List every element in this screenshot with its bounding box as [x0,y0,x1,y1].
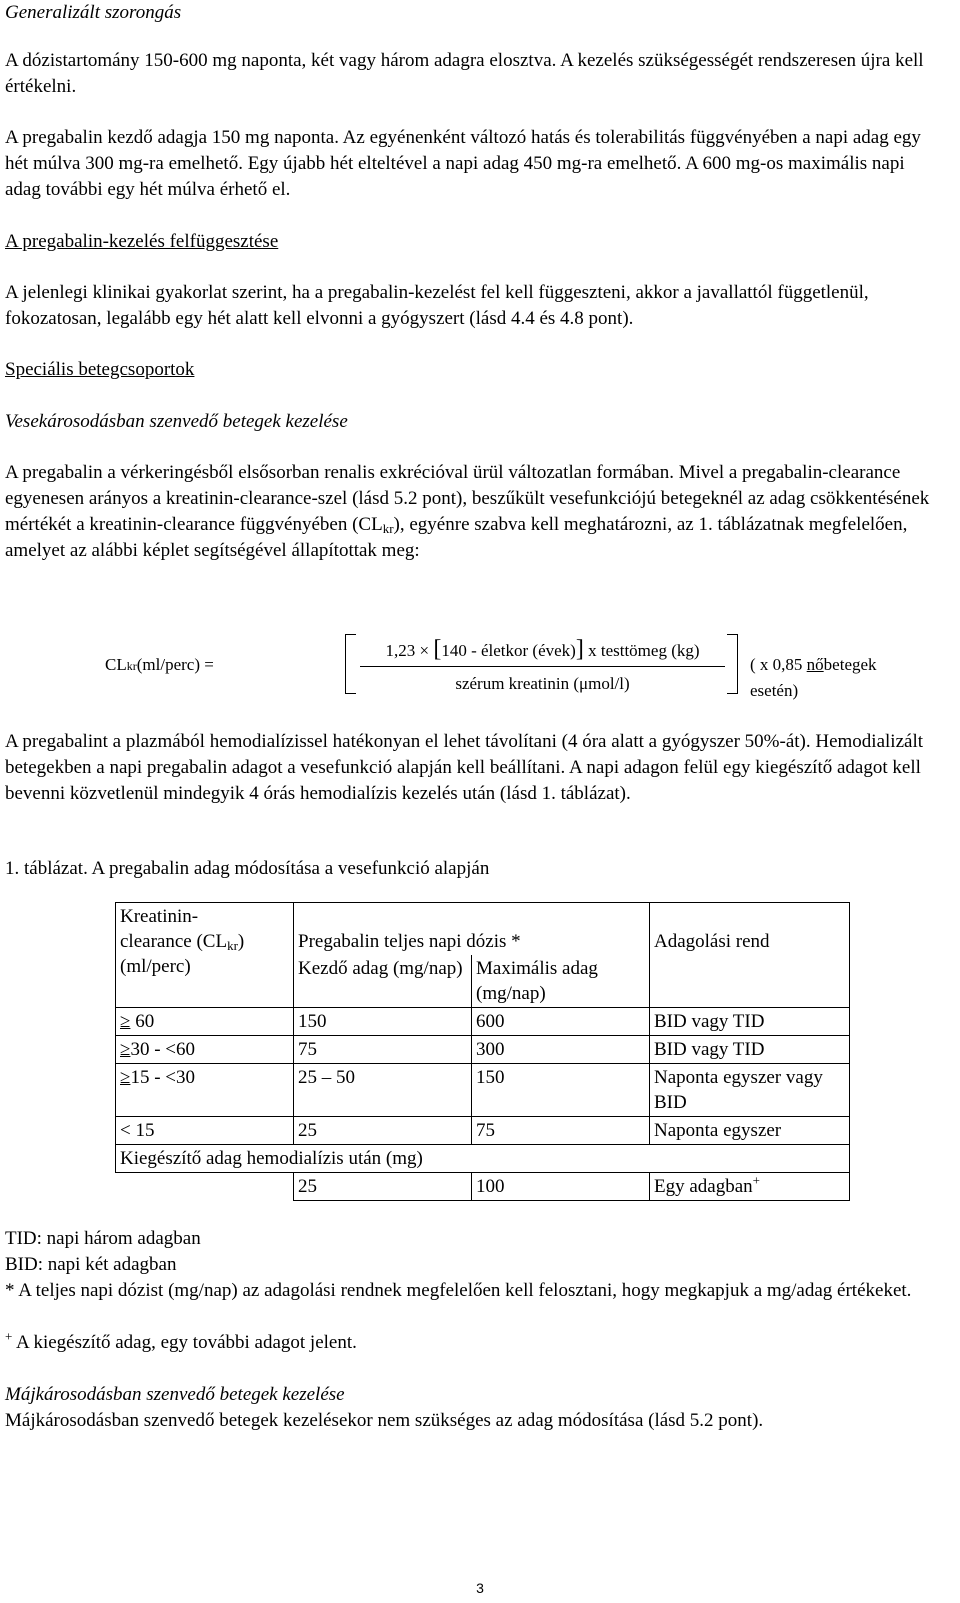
formula-female-factor: ( x 0,85 nőbetegek esetén) [750,655,877,700]
hepatic-paragraph: Májkárosodásban szenvedő betegek kezelésekor nem szükséges az adag módosítása (lásd 5.2 pont). [5,1410,764,1431]
hemodialysis-paragraph: A pregabalint a plazmából hemodialízissel hatékonyan el lehet távolítani (4 óra alatt a gyógyszer 50%-át). Hemodializált betegekben a napi pregabalin adagot a vesefunkció alapján kell beállítani. A napi adagon felül egy kiegészítő adagot kell bevenni közvetlenül mindegyik 4 órás hemodialízis kezelés után (lásd 1. táblázat). [5,731,924,804]
table-row: ≥15 - <30 25 – 50 150 Naponta egyszer vagy BID [116,1064,850,1117]
note-asterisk: * A teljes napi dózist (mg/nap) az adagolási rendnek megfelelően kell felosztani, hogy megkapjuk a mg/adag értékeket. [5,1280,912,1301]
table-row: ≥30 - <60 75 300 BID vagy TID [116,1036,850,1064]
header-start-dose: Kezdő adag (mg/nap) [294,955,472,1008]
header-total-dose: Pregabalin teljes napi dózis * [294,903,650,956]
formula-denominator: szérum kreatinin (μmol/l) [455,674,630,693]
gad-titration-paragraph: A pregabalin kezdő adagja 150 mg naponta. Az egyénenként változó hatás és tolerabilitás függvényében a napi adag egy hét múlva 300 mg-ra emelhető. Egy újabb hét elteltével a napi adag 450 mg-ra emelhető. A 600 mg-os maximális napi adag további egy hét múlva érhető el. [5,127,921,200]
discontinuation-paragraph: A jelenlegi klinikai gyakorlat szerint, ha a pregabalin-kezelést fel kell függeszteni, akkor a javallattól függetlenül, fokozatosan, legalább egy hét alatt kell elvonni a gyógyszert (lásd 4.4 és 4.8 pont). [5,282,869,329]
renal-paragraph: A pregabalin a vérkeringésből elsősorban renalis exkrécióval ürül változatlan formában. Mivel a pregabalin-clearance egyenesen arányos a kreatinin-clearance-szel (lásd 5.2 pont), beszűkült vesefunkciójú betegeknél az adag csökkentésének mértékét a kreatinin-clearance függvényében $(CL_{kr})$, egyénre szabva kell meghatározni, az 1. táblázatnak megfelelően, amelyet az alábbi képlet segítségével állapítottak meg: [5,462,930,561]
dose-adjustment-table [115,902,850,1201]
header-max-dose: Maximális adag (mg/nap) [472,955,650,1008]
formula-right-bracket [727,634,738,694]
discontinuation-heading: A pregabalin-kezelés felfüggesztése [5,231,279,252]
formula-left-bracket [345,634,356,694]
gad-dose-paragraph: A dózistartomány 150-600 mg naponta, két vagy három adagra elosztva. A kezelés szükségességét rendszeresen újra kell értékelni. [5,50,924,97]
table-caption: 1. táblázat. A pregabalin adag módosítása a vesefunkció alapján [5,858,490,879]
table-row: < 15 25 75 Naponta egyszer [116,1117,850,1145]
table-header-row [116,903,850,956]
formula-fraction-bar [360,666,725,667]
note-plus: + A kiegészítő adag, egy további adagot jelent. [5,1328,357,1353]
note-tid: TID: napi három adagban [5,1228,201,1249]
special-populations-heading: Speciális betegcsoportok [5,359,195,380]
formula-numerator: 1,23 × [140 - életkor (évek)] x testtömeg (kg) [385,636,700,662]
supplementary-dose-heading: Kiegészítő adag hemodialízis után (mg) [116,1145,650,1173]
page-number: 3 [476,1580,484,1596]
formula-lhs: CLkr(ml/perc) = [105,655,214,674]
table-row: 25 100 Egy adagban+ [116,1173,850,1201]
hepatic-impairment-heading: Májkárosodásban szenvedő betegek kezelése [5,1384,345,1405]
header-regimen: Adagolási rend [650,903,850,1008]
table-supplementary-heading-row [116,1145,850,1173]
renal-impairment-heading: Vesekárosodásban szenvedő betegek kezelése [5,411,348,432]
header-crcl: Kreatinin- clearance $(CL_{kr})$ (ml/perc) [116,903,294,1008]
creatinine-clearance-formula [105,630,905,698]
gad-heading: Generalizált szorongás [5,2,182,23]
note-bid: BID: napi két adagban [5,1254,177,1275]
table-row: ≥ 60 150 600 BID vagy TID [116,1008,850,1036]
